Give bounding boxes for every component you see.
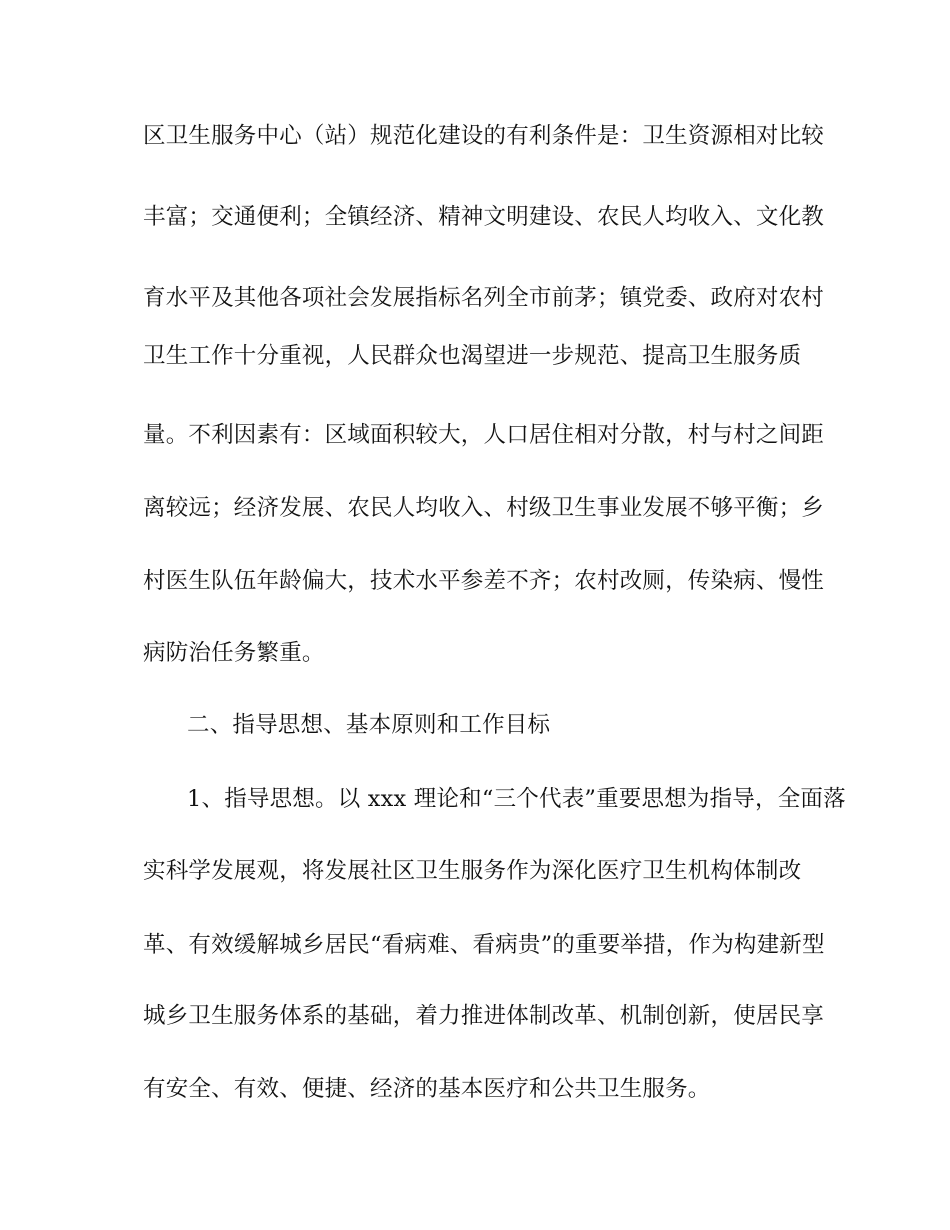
body-text-line: 卫生工作十分重视，人民群众也渴望进一步规范、提高卫生服务质	[143, 343, 802, 369]
body-text-line: 有安全、有效、便捷、经济的基本医疗和公共卫生服务。	[143, 1076, 711, 1102]
body-text-line: 革、有效缓解城乡居民“看病难、看病贵”的重要举措，作为构建新型	[143, 932, 825, 958]
body-text-line: 村医生队伍年龄偏大，技术水平参差不齐；农村改厕，传染病、慢性	[143, 568, 825, 594]
body-text-line: 1、指导思想。以 xxx 理论和“三个代表”重要思想为指导，全面落	[187, 786, 846, 812]
body-text-line: 离较远；经济发展、农民人均收入、村级卫生事业发展不够平衡；乡	[143, 495, 825, 521]
body-text-line: 实科学发展观，将发展社区卫生服务作为深化医疗卫生机构体制改	[143, 858, 802, 884]
body-text-line: 丰富；交通便利；全镇经济、精神文明建设、农民人均收入、文化教	[143, 204, 825, 230]
body-text-line: 育水平及其他各项社会发展指标名列全市前茅；镇党委、政府对农村	[143, 285, 825, 311]
body-text-line: 城乡卫生服务体系的基础，着力推进体制改革、机制创新，使居民享	[143, 1003, 825, 1029]
body-text-line: 病防治任务繁重。	[143, 640, 325, 666]
body-text-line: 量。不利因素有：区域面积较大，人口居住相对分散，村与村之间距	[143, 422, 825, 448]
body-text-line: 区卫生服务中心（站）规范化建设的有利条件是：卫生资源相对比较	[143, 123, 825, 149]
section-heading: 二、指导思想、基本原则和工作目标	[187, 712, 551, 738]
